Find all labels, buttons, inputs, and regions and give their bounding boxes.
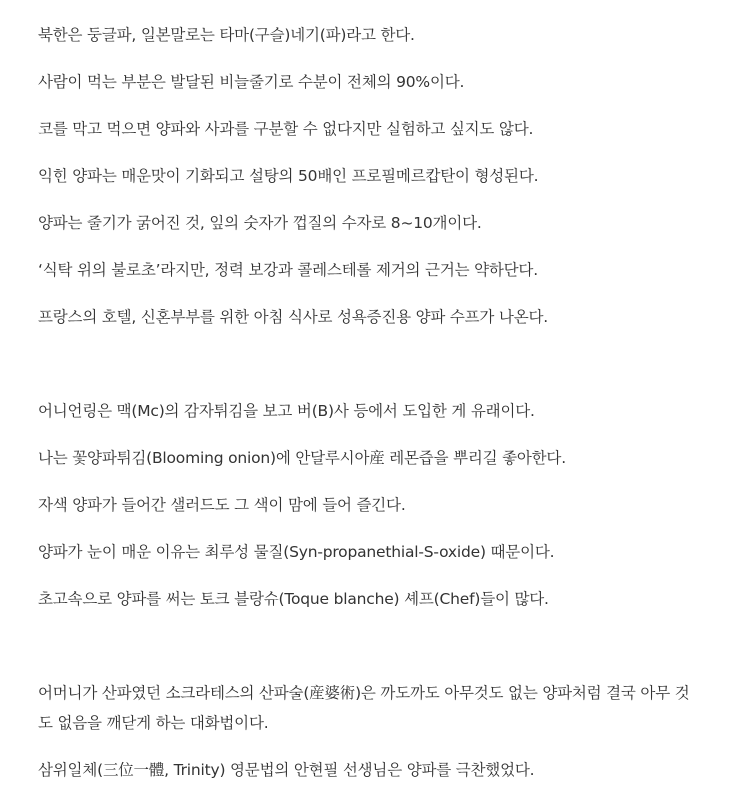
paragraph: 익힌 양파는 매운맛이 기화되고 설탕의 50배인 프로필메르캅탄이 형성된다. — [38, 167, 539, 185]
paragraph: 프랑스의 호텔, 신혼부부를 위한 아침 식사로 성욕증진용 양파 수프가 나온다. — [38, 308, 548, 326]
paragraph: 사람이 먹는 부분은 발달된 비늘줄기로 수분이 전체의 90%이다. — [38, 73, 465, 91]
paragraph: 자색 양파가 들어간 샐러드도 그 색이 맘에 들어 즐긴다. — [38, 496, 406, 514]
paragraph: ‘식탁 위의 불로초’라지만, 정력 보강과 콜레스테롤 제거의 근거는 약하단다. — [38, 261, 538, 279]
paragraph: 삼위일체(三位一體, Trinity) 영문법의 안현필 선생님은 양파를 극찬했었다. — [38, 761, 535, 779]
paragraph: 어니언링은 맥(Mc)의 감자튀김을 보고 버(B)사 등에서 도입한 게 유래이다. — [38, 402, 535, 420]
paragraph: 나는 꽃양파튀김(Blooming onion)에 안달루시아産 레몬즙을 뿌리길 좋아한다. — [38, 449, 566, 467]
paragraph: 양파가 눈이 매운 이유는 최루성 물질(Syn-propanethial-S-oxide) 때문이다. — [38, 543, 555, 561]
article-body — [38, 20, 698, 785]
paragraph: 양파는 줄기가 굵어진 것, 잎의 숫자가 껍질의 수자로 8~10개이다. — [38, 214, 482, 232]
paragraph: 어머니가 산파였던 소크라테스의 산파술(産婆術)은 까도까도 아무것도 없는 양파처럼 결국 아무 것도 없음을 깨닫게 하는 대화법이다. — [38, 684, 690, 732]
paragraph: 초고속으로 양파를 써는 토크 블랑슈(Toque blanche) 셰프(Chef)들이 많다. — [38, 590, 549, 608]
paragraph: 북한은 둥글파, 일본말로는 타마(구슬)네기(파)라고 한다. — [38, 26, 415, 44]
paragraph: 코를 막고 먹으면 양파와 사과를 구분할 수 없다지만 실험하고 싶지도 않다. — [38, 120, 534, 138]
